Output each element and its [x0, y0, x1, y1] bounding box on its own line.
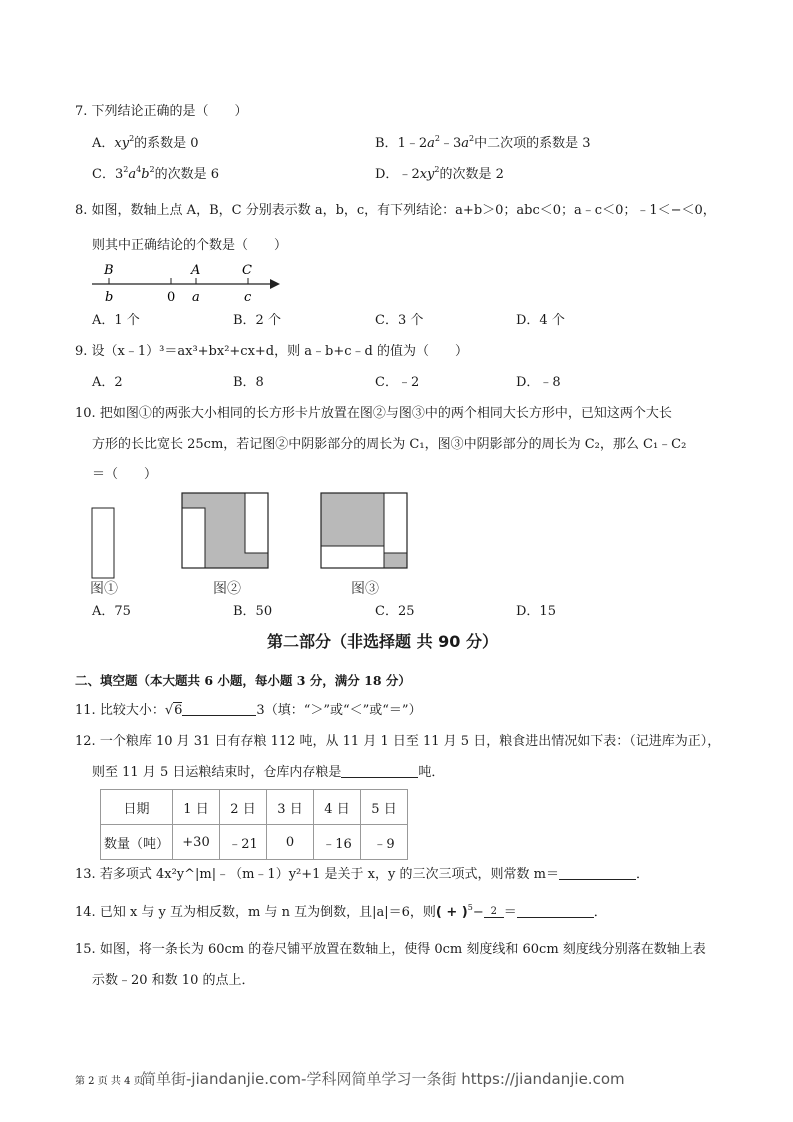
table-cell: 3 日 [267, 790, 314, 825]
q7-option-a: A．$xy^2$的系数是 0 [92, 134, 199, 151]
table-cell: ﹣16 [314, 825, 361, 860]
q10-option-d: D．15 [516, 604, 556, 619]
answer-blank-q11[interactable] [182, 703, 256, 716]
figure2-card-right [245, 493, 268, 553]
q12-stem-line2: 则至 11 月 5 日运粮结束时，仓库内存粮是 吨． [92, 765, 445, 780]
q15-stem-line1: 15. 如图，将一条长为 60cm 的卷尺铺平放置在数轴上，使得 0cm 刻度线和 60cm 刻度线分别落在数轴上表 [75, 942, 706, 957]
rectangle-figures [88, 490, 418, 580]
point-label-a-upper: A [191, 263, 201, 278]
q8-option-d: D．4 个 [516, 313, 565, 328]
answer-blank-q14[interactable] [517, 905, 594, 918]
table-row [101, 825, 408, 860]
q7-option-c: C．$3^2a^4b^2$的次数是 6 [92, 165, 220, 182]
figure1-card [92, 508, 114, 578]
q10-option-a: A．75 [92, 604, 131, 619]
q13-stem: 13. 若多项式 4x²y^|m|﹣（m﹣1）y²+1 是关于 x，y 的三次三项式，则常数 m＝ ． [75, 867, 649, 882]
figure3-card-horizontal [321, 546, 384, 568]
q7-option-b: B．$1﹣2a^2﹣3a^2$中二次项的系数是 3 [375, 134, 591, 151]
grain-table [100, 789, 408, 860]
figure1-label: 图① [90, 581, 118, 597]
q12-stem-line1: 12. 一个粮库 10 月 31 日有存粮 112 吨，从 11 月 1 日至 11 月 5 日，粮食进出情况如下表：（记进库为正）， [75, 734, 721, 749]
page-number: 第 2 页 共 4 页 [75, 1076, 144, 1087]
q8-option-a: A．1 个 [92, 313, 140, 328]
table-cell: 5 日 [361, 790, 408, 825]
figure3-label: 图③ [351, 581, 379, 597]
figure2-card-left [182, 508, 205, 568]
table-cell: 数量（吨） [101, 825, 173, 860]
value-label-0: 0 [167, 290, 176, 305]
figure2-label: 图② [213, 581, 241, 597]
table-cell: 4 日 [314, 790, 361, 825]
q8-option-c: C．3 个 [375, 313, 424, 328]
q9-stem: 9. 设（x﹣1）³＝ax³+bx²+cx+d，则 a﹣b+c﹣d 的值为（ ） [75, 344, 468, 359]
question-text: 下列结论正确的是（ ） [91, 104, 248, 119]
table-cell: 2 日 [220, 790, 267, 825]
table-cell: 1 日 [173, 790, 220, 825]
q14-stem: 14. 已知 x 与 y 互为相反数，m 与 n 互为倒数，且|a|＝6，则( + )$^5$− 2 ＝ ． [75, 903, 607, 920]
section2-title: 二、填空题（本大题共 6 小题，每小题 3 分，满分 18 分） [75, 673, 411, 688]
q9-option-c: C．﹣2 [375, 375, 420, 390]
part2-title: 第二部分（非选择题 共 90 分） [267, 632, 498, 651]
q7-option-d: D．$﹣2xy^2$的次数是 2 [375, 165, 504, 182]
figure3-card-vertical [384, 493, 407, 553]
answer-blank-q12[interactable] [341, 765, 418, 778]
table-cell: 0 [267, 825, 314, 860]
point-label-b-upper: B [104, 263, 114, 278]
q9-option-d: D．﹣8 [516, 375, 561, 390]
q10-option-c: C．25 [375, 604, 415, 619]
radicand: 6 [174, 703, 183, 718]
q10-option-b: B．50 [233, 604, 273, 619]
q8-stem-line1: 8. 如图，数轴上点 A，B，C 分别表示数 a，b，c，有下列结论：a+b＞0；abc＜0；a﹣c＜0；﹣1＜−＜0， [75, 203, 716, 218]
q10-stem-line3: ＝（ ） [92, 467, 158, 482]
axis-arrow-icon [270, 279, 280, 289]
point-label-c-upper: C [242, 263, 252, 278]
watermark-text: 简单街-jiandanjie.com-学科网简单学习一条街 https://jiandanjie.com [141, 1070, 625, 1088]
expression-parenthesis: ( + ) [435, 905, 468, 920]
q10-stem-line1: 10. 把如图①的两张大小相同的长方形卡片放置在图②与图③中的两个相同大长方形中，已知这两个大长 [75, 406, 672, 421]
q15-stem-line2: 示数﹣20 和数 10 的点上． [92, 973, 255, 988]
q8-stem-line2: 则其中正确结论的个数是（ ） [92, 238, 288, 253]
number-line-figure [88, 258, 288, 306]
q9-option-a: A．2 [92, 375, 123, 390]
table-cell: ﹣9 [361, 825, 408, 860]
q9-option-b: B．8 [233, 375, 264, 390]
q11-stem: 11. 比较大小：√6 3（填：“＞”或“＜”或“＝”） [75, 703, 422, 718]
table-row [101, 790, 408, 825]
q10-stem-line2: 方形的长比宽长 25cm，若记图②中阴影部分的周长为 C₁，图③中阴影部分的周长为 C₂，那么 C₁﹣C₂ [92, 437, 687, 452]
table-cell: +30 [173, 825, 220, 860]
value-label-b: b [105, 290, 114, 305]
q8-option-b: B．2 个 [233, 313, 281, 328]
answer-blank-q13[interactable] [559, 867, 636, 880]
sqrt-icon: √ [164, 703, 174, 718]
value-label-c: c [244, 290, 252, 305]
table-cell: 日期 [101, 790, 173, 825]
question-number: 7. [75, 104, 88, 119]
table-cell: ﹣21 [220, 825, 267, 860]
q7-stem [75, 103, 248, 121]
value-label-a: a [192, 290, 200, 305]
fraction: 2 [484, 907, 504, 918]
